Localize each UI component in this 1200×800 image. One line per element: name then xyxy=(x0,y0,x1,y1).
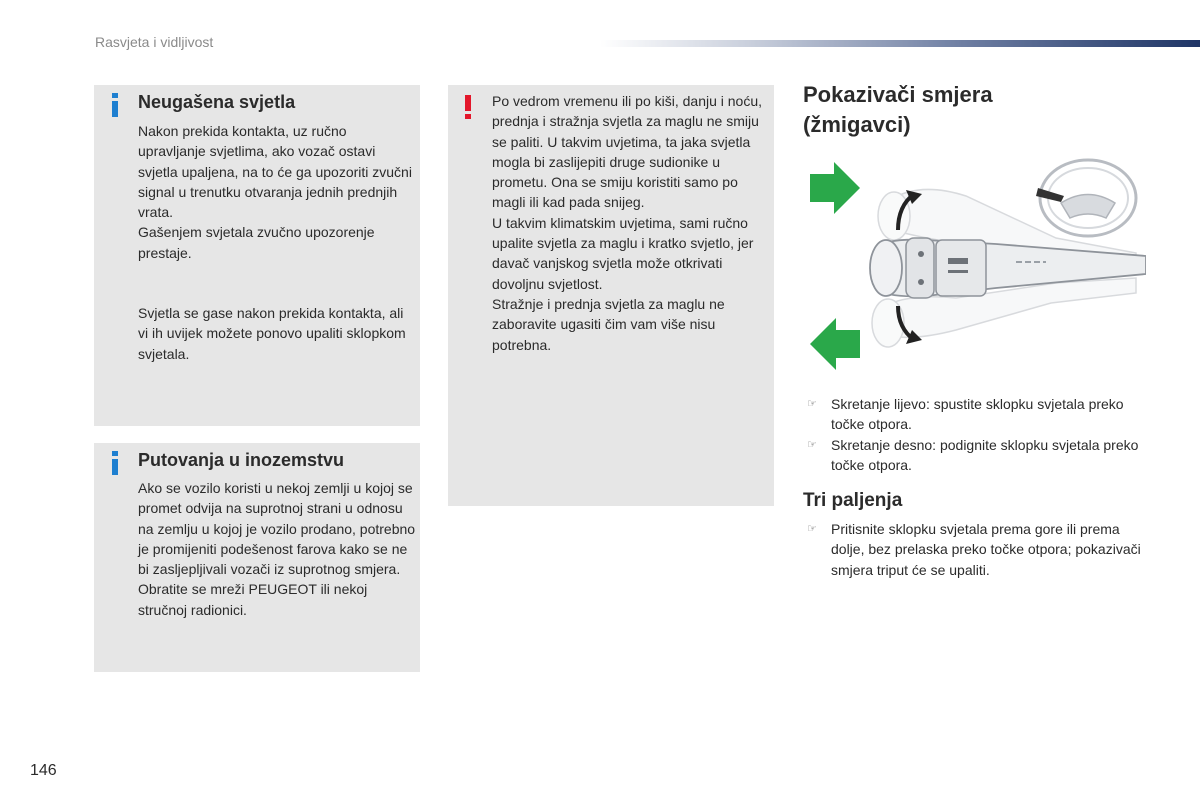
info-box-lights xyxy=(94,85,420,426)
section-title-line: Pokazivači smjera xyxy=(803,82,993,107)
paragraph: Stražnje i prednja svjetla za maglu ne zaboravite ugasiti čim vam više nisu potrebna. xyxy=(492,295,725,353)
list-item xyxy=(807,394,1147,435)
paragraph: Po vedrom vremenu ili po kiši, danju i noću, prednja i stražnja svjetla za maglu ne smiju se paliti. U takvim uvjetima, ta jaka svjetla mogla bi zaslijepiti druge sudionike u prometu. Ona se smiju koristiti samo po magli ili kad pada snijeg. xyxy=(492,93,763,211)
indicator-bullets xyxy=(807,394,1147,475)
steering-wheel-icon xyxy=(1036,160,1136,236)
header-title: Rasvjeta i vidljivost xyxy=(95,34,214,50)
paragraph: Nakon prekida kontakta, uz ručno upravljanje svjetlima, ako vozač ostavi svjetla upaljena, na to će ga upozoriti zvučni signal u trenutku otvaranja jednih prednjih vrata. xyxy=(138,123,412,221)
list-item xyxy=(807,519,1147,580)
paragraph: Ako se vozilo koristi u nekoj zemlji u kojoj se promet odvija na suprotnoj strani u odnosu na zemlju u kojoj je vozilo prodano, potrebno je promijeniti podešenost farova kako se ne bi zasljepljivali vozači iz suprotnog smjera. Obratite se mreži PEUGEOT ili nekoj stručnoj radionici. xyxy=(138,480,416,618)
paragraph: U takvim klimatskim uvjetima, sami ručno upalite svjetla za maglu i kratko svjetlo, jer davač vanjskog svjetla može otkrivati dovoljnu svjetlost. xyxy=(492,214,754,292)
paragraph: Gašenjem svjetala zvučno upozorenje prestaje. xyxy=(138,224,375,261)
box-text xyxy=(492,91,768,355)
arrow-left-icon xyxy=(810,318,860,370)
bullet-icon: ☞ xyxy=(807,398,817,410)
bullet-icon: ☞ xyxy=(807,438,817,451)
list-item xyxy=(807,435,1147,476)
list-item-text: Skretanje lijevo: spustite sklopku svjetala preko točke otpora. xyxy=(831,396,1124,433)
section-title-line: (žmigavci) xyxy=(803,112,911,137)
info-icon xyxy=(111,93,119,117)
page-number: 146 xyxy=(30,762,57,779)
list-item-text: Skretanje desno: podignite sklopku svjetala preko točke otpora. xyxy=(831,436,1139,473)
paragraph: Svjetla se gase nakon prekida kontakta, ali vi ih uvijek možete ponovo upaliti sklopkom svjetala. xyxy=(138,305,406,362)
info-icon xyxy=(111,451,119,475)
list-item-text: Pritisnite sklopku svjetala prema gore ili prema dolje, bez prelaska preko točke otpora; pokazivači smjera triput će se upaliti. xyxy=(831,521,1141,578)
warning-box-fog-lights xyxy=(448,85,774,506)
box-title: Putovanja u inozemstvu xyxy=(138,450,345,470)
bullet-icon: ☞ xyxy=(807,523,817,535)
sub-title: Tri paljenja xyxy=(803,490,903,511)
info-box-abroad xyxy=(94,443,420,672)
header-bar xyxy=(600,40,1200,47)
indicator-stalk-illustration xyxy=(806,158,1146,370)
box-title: Neugašena svjetla xyxy=(138,92,296,112)
three-flash-bullets xyxy=(807,519,1147,580)
section-title xyxy=(803,80,993,140)
box-text xyxy=(138,478,418,620)
arrow-right-icon xyxy=(810,162,860,214)
warning-icon xyxy=(464,95,472,119)
box-text xyxy=(138,121,416,364)
